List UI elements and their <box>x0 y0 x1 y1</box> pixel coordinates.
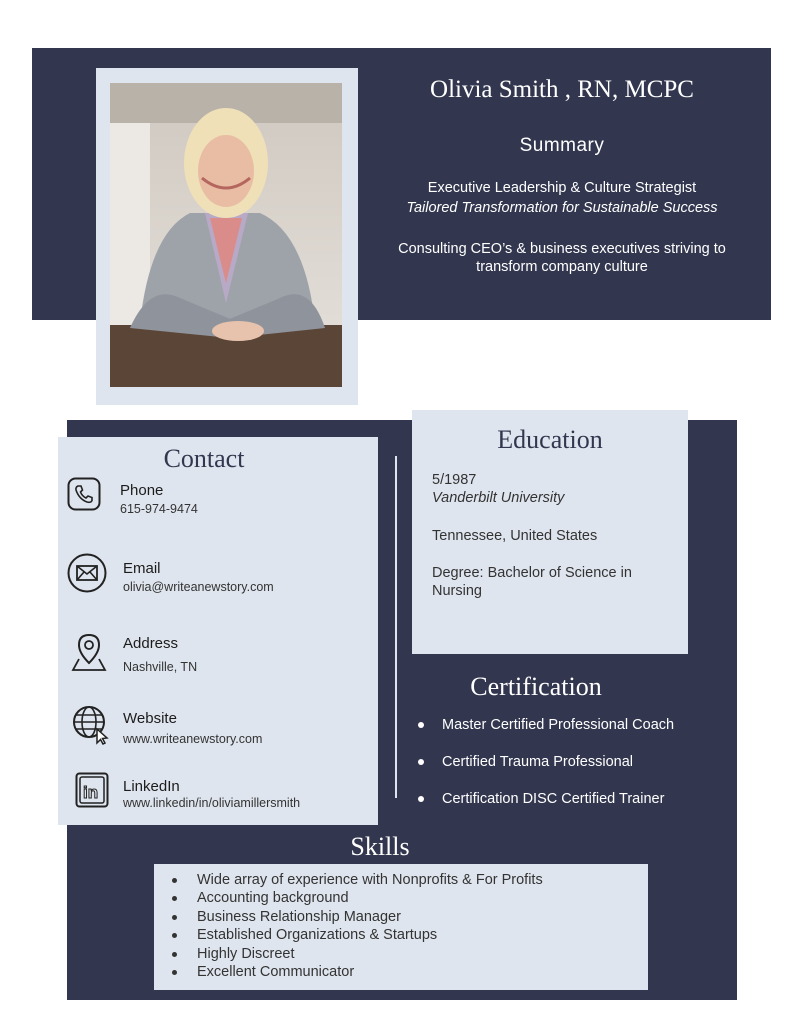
education-date: 5/1987 <box>432 472 477 488</box>
contact-label-address: Address <box>123 635 179 652</box>
profile-photo <box>110 83 342 387</box>
section-divider <box>395 456 397 798</box>
skill-item: Business Relationship Manager <box>172 909 401 925</box>
summary-headline: Executive Leadership & Culture Strategist <box>427 180 697 196</box>
summary-tagline: Tailored Transformation for Sustainable Success <box>406 200 718 216</box>
contact-heading: Contact <box>163 444 245 473</box>
skill-item: Excellent Communicator <box>172 964 354 980</box>
contact-label-linkedin: LinkedIn <box>123 778 180 795</box>
certification-item: Certified Trauma Professional <box>418 754 633 770</box>
education-school: Vanderbilt University <box>432 490 565 506</box>
skill-item: Highly Discreet <box>172 946 295 962</box>
contact-value-email[interactable]: olivia@writeanewstory.com <box>123 580 274 594</box>
contact-value-linkedin[interactable]: www.linkedin/in/oliviamillersmith <box>123 796 301 810</box>
summary-heading: Summary <box>519 135 605 156</box>
contact-label-phone: Phone <box>120 482 164 499</box>
contact-label-website: Website <box>123 710 177 727</box>
contact-card <box>58 437 378 825</box>
location-pin-icon <box>70 632 108 677</box>
contact-value-website[interactable]: www.writeanewstory.com <box>123 732 263 746</box>
skill-item: Wide array of experience with Nonprofits & For Profits <box>172 872 543 888</box>
summary-description: Consulting CEO’s & business executives striving to transform company culture <box>398 241 726 275</box>
education-degree: Degree: Bachelor of Science in Nursing <box>432 565 632 599</box>
skills-heading: Skills <box>350 832 410 861</box>
contact-value-phone[interactable]: 615-974-9474 <box>120 502 198 516</box>
email-icon <box>67 553 107 598</box>
linkedin-icon <box>75 772 109 813</box>
globe-icon <box>72 705 112 750</box>
phone-icon <box>67 477 101 516</box>
certification-item: Certification DISC Certified Trainer <box>418 791 664 807</box>
svg-text:in: in <box>83 783 99 802</box>
skill-item: Established Organizations & Startups <box>172 927 437 943</box>
skill-item: Accounting background <box>172 890 349 906</box>
contact-value-address: Nashville, TN <box>123 660 198 674</box>
contact-label-email: Email <box>123 560 161 577</box>
certification-heading: Certification <box>470 672 602 701</box>
education-location: Tennessee, United States <box>432 528 598 544</box>
education-heading: Education <box>497 425 603 454</box>
certification-item: Master Certified Professional Coach <box>418 717 674 733</box>
candidate-name: Olivia Smith , RN, MCPC <box>430 76 694 103</box>
